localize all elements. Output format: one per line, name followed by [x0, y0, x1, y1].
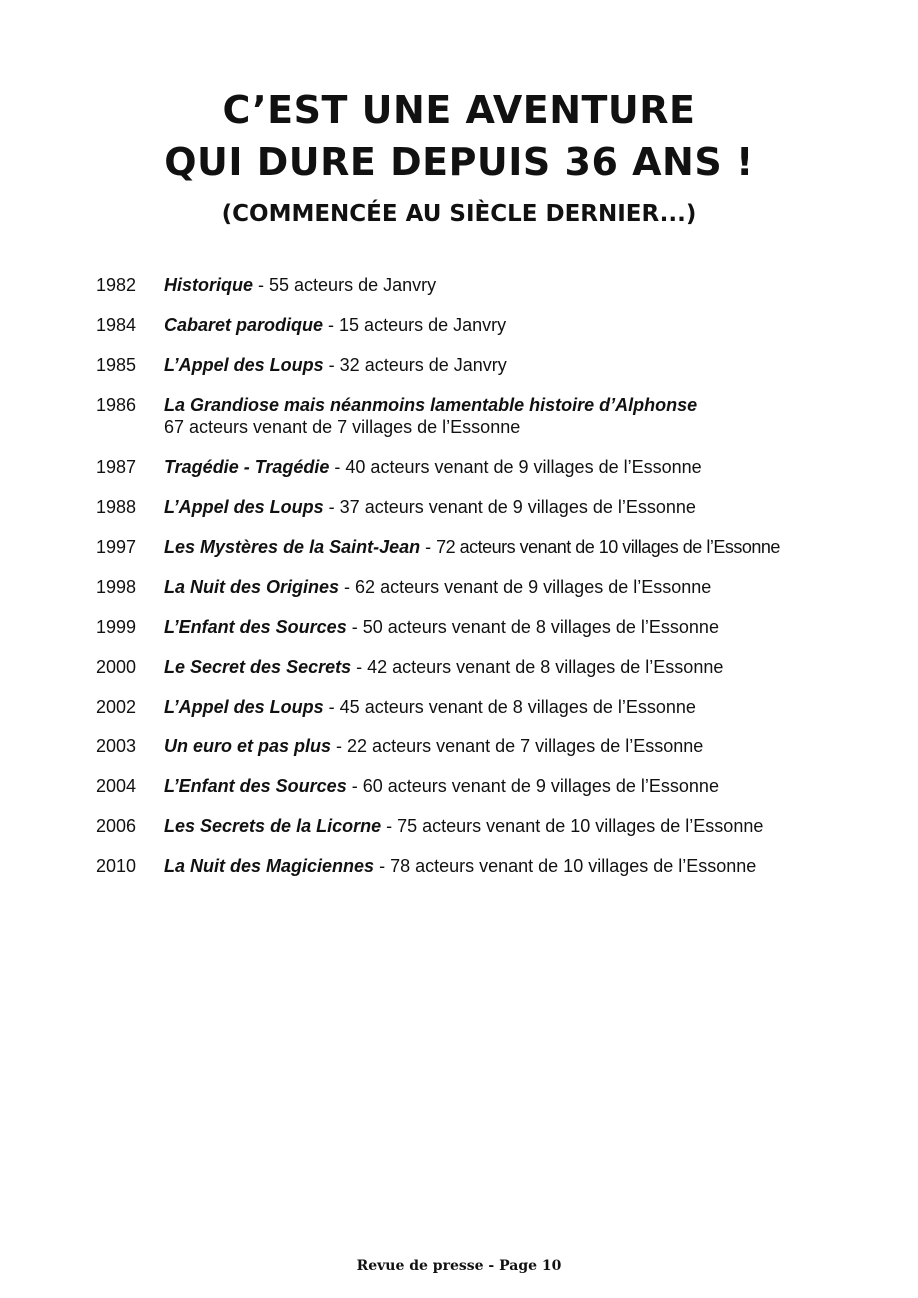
- entry-separator: -: [374, 856, 391, 877]
- entry-work-title: Historique: [164, 275, 254, 295]
- entry-year: 2003: [96, 736, 137, 757]
- timeline-entry-2010: [96, 855, 856, 878]
- entry-content: [164, 354, 856, 377]
- entry-work-title: Tragédie - Tragédie: [164, 457, 330, 478]
- timeline-entry-2003: [96, 735, 856, 758]
- entry-year: 2004: [96, 776, 137, 797]
- entry-year: 2000: [96, 656, 137, 677]
- entry-work-title: Un euro et pas plus: [164, 736, 332, 757]
- entry-separator: -: [381, 816, 398, 837]
- entry-work-title: La Nuit des Origines: [164, 576, 340, 597]
- timeline-entry-1997: [96, 536, 856, 559]
- entry-year: 2010: [96, 856, 137, 877]
- entry-year: 1998: [96, 576, 137, 597]
- timeline-entry-1984: [96, 314, 856, 337]
- entry-content: [164, 576, 856, 599]
- entry-separator: -: [253, 275, 270, 295]
- timeline-entry-2002: [96, 696, 856, 719]
- entry-work-title: Les Mystères de la Saint-Jean: [164, 536, 421, 557]
- entry-year: 1997: [96, 536, 137, 557]
- entry-year: 1999: [96, 616, 137, 637]
- entry-detail: 55 acteurs de Janvry: [269, 275, 437, 295]
- entry-work-title: Cabaret parodique: [164, 314, 324, 335]
- entry-detail: 78 acteurs venant de 10 villages de l’Essonne: [390, 856, 757, 877]
- entry-year: 1982: [96, 275, 137, 295]
- timeline-entry-1987: [96, 456, 856, 479]
- entry-content: [164, 696, 856, 719]
- entry-year: 1984: [96, 314, 137, 335]
- entry-separator: -: [346, 616, 363, 637]
- timeline-entry-1988: [96, 496, 856, 519]
- entry-detail: 60 acteurs venant de 9 villages de l’Essonne: [362, 776, 719, 797]
- entry-separator: -: [331, 736, 348, 757]
- entry-detail: 72 acteurs venant de 10 villages de l’Essonne: [436, 536, 780, 557]
- entry-year: 1988: [96, 497, 137, 518]
- entry-content: [164, 456, 856, 479]
- entry-content: [164, 656, 856, 679]
- entry-year: 2006: [96, 816, 137, 837]
- page-title: [0, 84, 918, 188]
- timeline-entry-1986: [96, 394, 856, 439]
- page-subtitle: (COMMENCÉE AU SIÈCLE DERNIER...): [221, 201, 697, 227]
- timeline-entry-1999: [96, 616, 856, 639]
- entry-work-title: L’Appel des Loups: [164, 696, 324, 717]
- entry-detail: 22 acteurs venant de 7 villages de l’Essonne: [347, 736, 704, 757]
- entry-content: [164, 536, 856, 559]
- entry-detail: 32 acteurs de Janvry: [339, 354, 507, 375]
- timeline-entry-2004: [96, 775, 856, 798]
- entry-detail: 40 acteurs venant de 9 villages de l’Essonne: [345, 457, 702, 478]
- entry-year: 1986: [96, 394, 137, 415]
- entry-separator: -: [323, 354, 340, 375]
- timeline-entry-1982: [96, 274, 856, 297]
- entry-detail: 67 acteurs venant de 7 villages de l’Essonne: [164, 417, 521, 438]
- title-line-1: C’EST UNE AVENTURE: [222, 88, 696, 132]
- entry-content: [164, 735, 856, 758]
- title-line-2: QUI DURE DEPUIS 36 ANS !: [164, 140, 754, 184]
- entry-content: [164, 496, 856, 519]
- entry-content: [164, 394, 856, 439]
- entry-year: 2002: [96, 696, 137, 717]
- entry-content: [164, 855, 856, 878]
- entry-content: [164, 274, 856, 297]
- timeline-entry-2006: [96, 815, 856, 838]
- entry-detail: 15 acteurs de Janvry: [339, 314, 507, 335]
- entry-work-title: L’Enfant des Sources: [164, 776, 347, 797]
- timeline-entry-2000: [96, 656, 856, 679]
- entry-year: 1985: [96, 354, 137, 375]
- timeline-entry-1998: [96, 576, 856, 599]
- entry-content: [164, 815, 856, 838]
- entry-content: [164, 314, 856, 337]
- entry-separator: -: [351, 656, 368, 677]
- entry-detail: 37 acteurs venant de 9 villages de l’Essonne: [339, 497, 696, 518]
- entry-year: 1987: [96, 457, 137, 478]
- timeline-entry-1985: [96, 354, 856, 377]
- entry-separator: -: [339, 576, 356, 597]
- entry-detail: 62 acteurs venant de 9 villages de l’Essonne: [355, 576, 712, 597]
- entry-separator: -: [323, 314, 340, 335]
- entry-detail: 75 acteurs venant de 10 villages de l’Essonne: [397, 816, 764, 837]
- entry-detail: 45 acteurs venant de 8 villages de l’Essonne: [339, 696, 696, 717]
- entry-work-title: L’Enfant des Sources: [164, 616, 347, 637]
- entry-separator: -: [346, 776, 363, 797]
- entry-content: [164, 616, 856, 639]
- entry-separator: -: [323, 696, 340, 717]
- page-footer: Revue de presse - Page 10: [356, 1258, 562, 1274]
- entry-detail: 50 acteurs venant de 8 villages de l’Essonne: [362, 616, 719, 637]
- entry-work-title: L’Appel des Loups: [164, 497, 324, 518]
- entry-detail: 42 acteurs venant de 8 villages de l’Essonne: [367, 656, 724, 677]
- entry-work-title: La Nuit des Magiciennes: [164, 856, 375, 877]
- entry-separator: -: [329, 457, 346, 478]
- entry-work-title: Le Secret des Secrets: [164, 656, 352, 677]
- production-timeline: [96, 274, 856, 895]
- entry-content: [164, 775, 856, 798]
- entry-work-title: Les Secrets de la Licorne: [164, 816, 382, 837]
- entry-work-title: La Grandiose mais néanmoins lamentable histoire d’Alphonse: [164, 394, 698, 415]
- entry-separator: -: [323, 497, 340, 518]
- entry-work-title: L’Appel des Loups: [164, 354, 324, 375]
- entry-separator: -: [420, 536, 437, 557]
